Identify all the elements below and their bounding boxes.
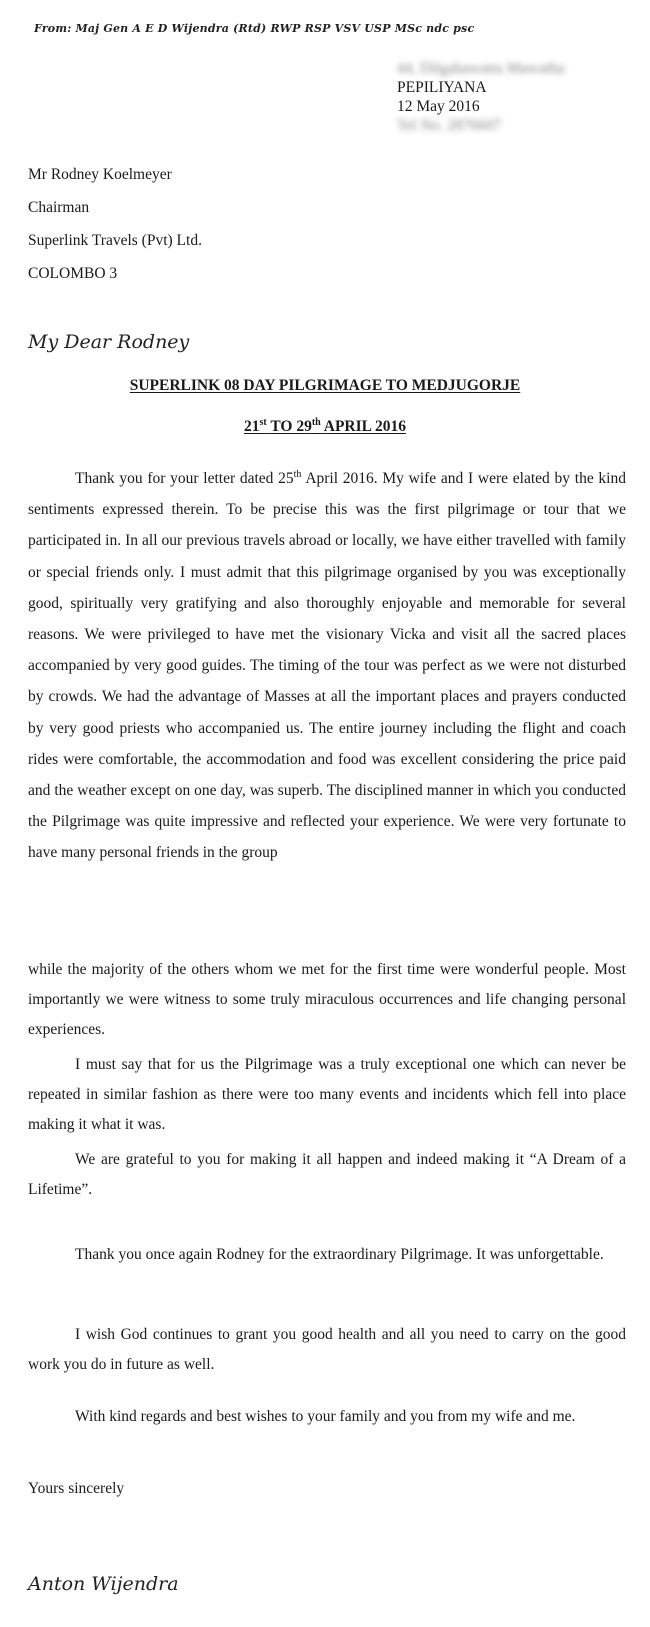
sender-town: PEPILIYANA xyxy=(397,79,487,96)
paragraph-3: We are grateful to you for making it all happen and indeed making it “A Dream of a Lifetime”. xyxy=(28,1151,626,1198)
sender-street-redacted: 44, Dilgahawatta Mawatha xyxy=(397,60,565,77)
recipient-name: Mr Rodney Koelmeyer xyxy=(28,166,172,183)
paragraph-4: Thank you once again Rodney for the extraordinary Pilgrimage. It was unforgettable. xyxy=(75,1246,604,1263)
paragraph-1 xyxy=(28,463,626,869)
letter-date: 12 May 2016 xyxy=(397,98,480,115)
closing: Yours sincerely xyxy=(28,1480,125,1497)
recipient-address xyxy=(28,158,202,290)
recipient-company: Superlink Travels (Pvt) Ltd. xyxy=(28,232,202,249)
heading-start-day: 21 xyxy=(244,418,260,435)
signature: Anton Wijendra xyxy=(28,1573,179,1595)
paragraph-1-continuation: while the majority of the others whom we met for the first time were wonderful people. Most importantly we were witness to some truly miraculous occurrences and life changing personal experiences. xyxy=(28,961,626,1038)
heading-month-year: APRIL 2016 xyxy=(320,418,406,435)
paragraph-1-text: April 2016. My wife and I were elated by the kind sentiments expressed therein. To be precise this was the first pilgrimage or tour that we participated in. In all our previous travels abroad or locally, we have either travelled with family or special friends only. I must admit that this pilgrimage organised by you was exceptionally good, spiritually very gratifying and also thoroughly enjoyable and memorable for several reasons. We were privileged to have met the visionary Vicka and visit all the sacred places accompanied by very good guides. The timing of the tour was perfect as we were not disturbed by crowds. We had the advantage of Masses at all the important places and prayers conducted by very good priests who accompanied us. The entire journey including the flight and coach rides were comfortable, the accommodation and food was excellent considering the price paid and the weather except on one day, was superb. The disciplined manner in which you conducted the Pilgrimage was quite impressive and reflected your experience. We were very fortunate to have many personal friends in the group xyxy=(28,470,626,862)
paragraph-6: With kind regards and best wishes to your family and you from my wife and me. xyxy=(75,1408,576,1425)
sender-address xyxy=(397,59,564,135)
heading-start-suffix: st xyxy=(259,416,267,428)
paragraph-2: I must say that for us the Pilgrimage was a truly exceptional one which can never be repeated in similar fashion as there were too many events and incidents which fell into place making it what it was. xyxy=(28,1056,626,1133)
from-line: From: Maj Gen A E D Wijendra (Rtd) RWP RSP VSV USP MSc ndc psc xyxy=(34,22,475,35)
letter-heading-title: SUPERLINK 08 DAY PILGRIMAGE TO MEDJUGORJE xyxy=(129,377,521,394)
paragraph-1-start: Thank you for your letter dated 25 xyxy=(75,470,294,487)
letter-heading-dates xyxy=(0,418,650,436)
paragraph-5: I wish God continues to grant you good health and all you need to carry on the good work you do in future as well. xyxy=(28,1326,626,1373)
heading-connector: TO 29 xyxy=(266,418,312,435)
recipient-city: COLOMBO 3 xyxy=(28,265,118,282)
heading-end-suffix: th xyxy=(311,416,321,428)
salutation: My Dear Rodney xyxy=(28,331,190,353)
recipient-title: Chairman xyxy=(28,199,90,216)
sender-phone-redacted: Tel No. 2876607 xyxy=(397,117,502,134)
paragraph-1-date-suffix: th xyxy=(293,468,302,480)
